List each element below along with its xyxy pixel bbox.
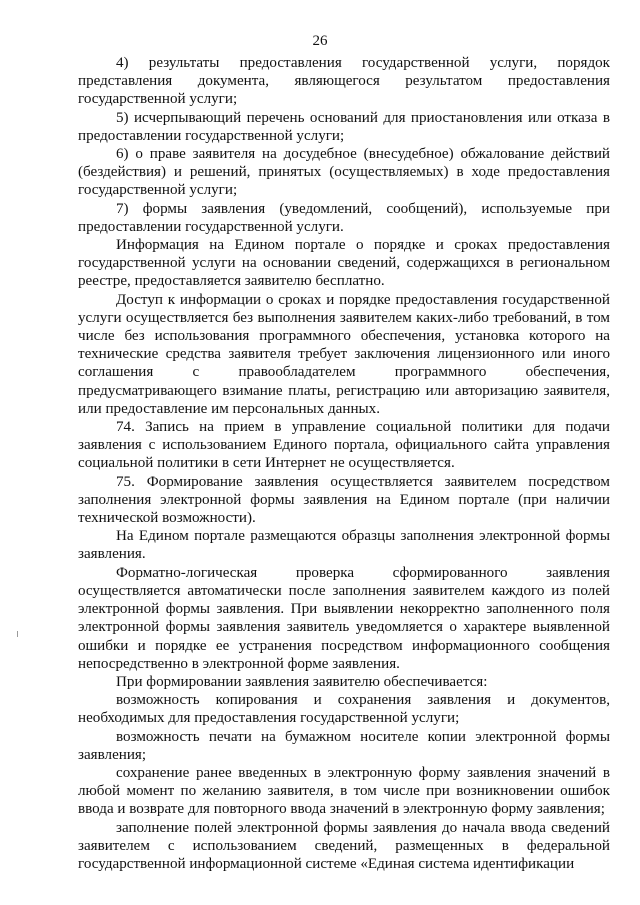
- paragraph-item-5-refusal-grounds: 5) исчерпывающий перечень оснований для приостановления или отказа в предоставлении государственной услуги;: [78, 109, 610, 144]
- paragraph-save-entered-values: сохранение ранее введенных в электронную форму заявления значений в любой момент по желанию заявителя, в том числе при возникновении ошибок ввода и возврате для повторного ввода значений в электронную форму заявления;: [78, 764, 610, 818]
- paragraph-format-logic-check: Форматно-логическая проверка сформированного заявления осуществляется автоматически после заполнения заявителем каждого из полей электронной формы заявления. При выявлении некорректно заполненного поля электронной формы заявления заявитель уведомляется о характере выявленной ошибки и порядке ее устранения посредством информационного сообщения непосредственно в электронной форме заявления.: [78, 564, 610, 672]
- paragraph-74-appointment: 74. Запись на прием в управление социальной политики для подачи заявления с использованием Единого портала, официального сайта управления социальной политики в сети Интернет не осуществляется.: [78, 419, 610, 472]
- paragraph-75-form-filling: 75. Формирование заявления осуществляется заявителем посредством заполнения электронной формы заявления на Едином портале (при наличии технической возможности).: [78, 473, 610, 527]
- document-body: [78, 54, 610, 873]
- paragraph-form-samples: На Едином портале размещаются образцы заполнения электронной формы заявления.: [78, 528, 610, 563]
- paragraph-print-copy: возможность печати на бумажном носителе копии электронной формы заявления;: [78, 728, 610, 763]
- paragraph-copy-save: возможность копирования и сохранения заявления и документов, необходимых для предоставления государственной услуги;: [78, 692, 610, 727]
- paragraph-provisions-intro: При формировании заявления заявителю обеспечивается:: [116, 673, 488, 690]
- paragraph-prefill-fields: заполнение полей электронной формы заявления до начала ввода сведений заявителем с использованием сведений, размещенных в федеральной государственной информационной системе «Единая система идентификации: [78, 819, 610, 872]
- paragraph-item-6-appeal-right: 6) о праве заявителя на досудебное (внесудебное) обжалование действий (бездействия) и решений, принятых (осуществляемых) в ходе предоставления государственной услуги;: [78, 146, 610, 199]
- margin-mark: [17, 631, 18, 637]
- paragraph-access-without-requirements: Доступ к информации о сроках и порядке предоставления государственной услуги осуществляется без выполнения заявителем каких-либо требований, в том числе без использования программного обеспечения, установка которого на технические средства заявителя требует заключения лицензионного или иного соглашения с правообладателем программного обеспечения, предусматривающего взимание платы, регистрацию или авторизацию заявителя, или предоставление им персональных данных.: [78, 291, 610, 417]
- paragraph-item-4-results: 4) результаты предоставления государственной услуги, порядок представления документа, являющегося результатом предоставления государственной услуги;: [78, 55, 610, 108]
- page-number: 26: [312, 33, 328, 49]
- paragraph-portal-info-free: Информация на Едином портале о порядке и сроках предоставления государственной услуги на основании сведений, содержащихся в региональном реестре, предоставляется заявителю бесплатно.: [78, 237, 610, 290]
- paragraph-item-7-forms: 7) формы заявления (уведомлений, сообщений), используемые при предоставлении государственной услуги.: [78, 200, 610, 235]
